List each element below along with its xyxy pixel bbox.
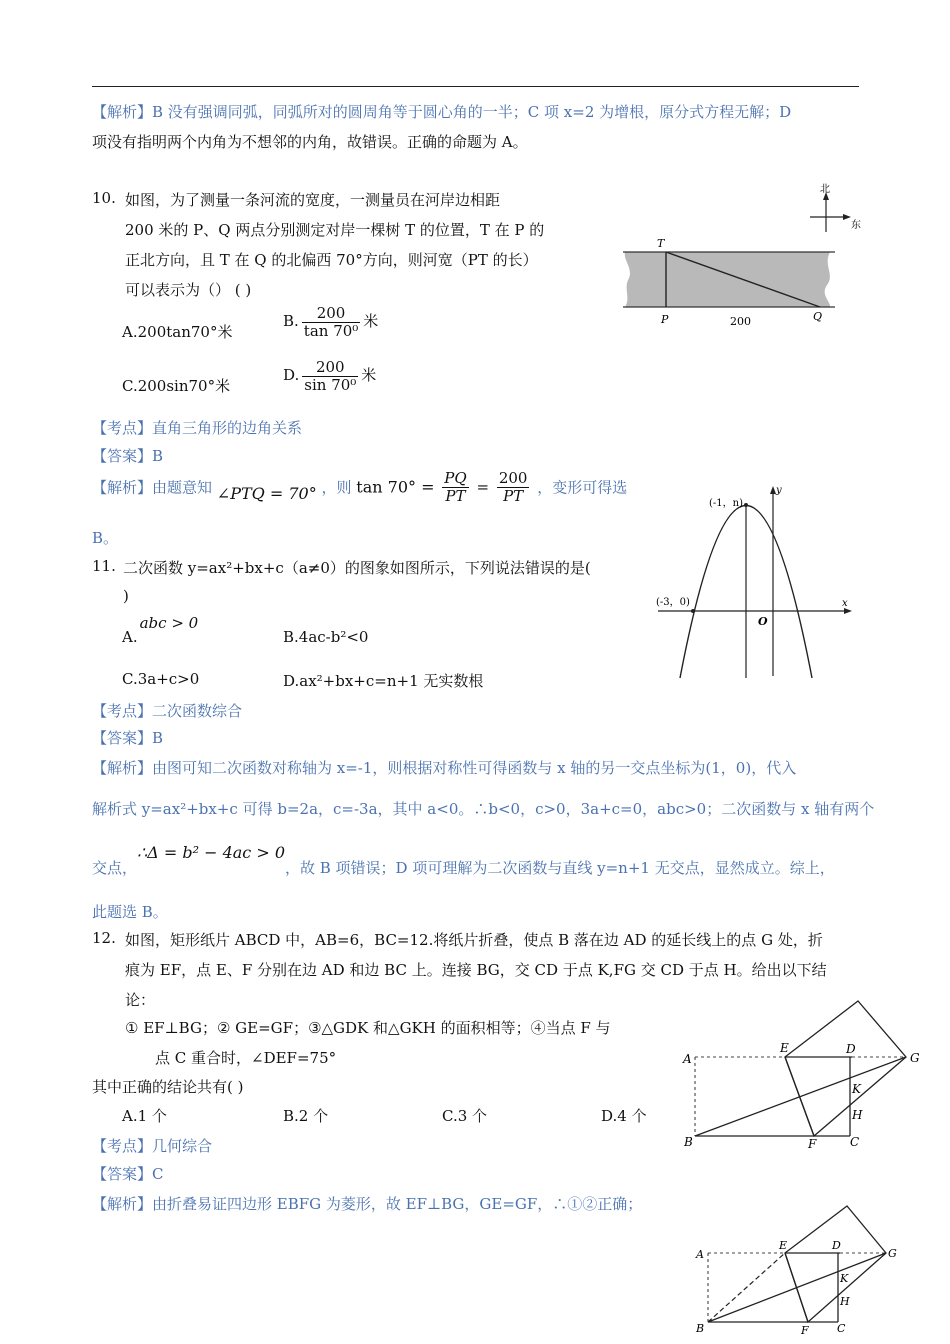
label-P: P: [661, 313, 669, 326]
q10-jiexi: 【解析】由题意知 ∠PTQ = 70° ，则 tan 70° = $\frac{PQ}{PT}$ = $\frac{200}{PT}$ ，变形可得选: [92, 469, 628, 505]
fig2-C: C: [837, 1322, 846, 1335]
fold-figure-2: [690, 1200, 910, 1344]
q11-jiexi-4: 此题选 B。: [92, 903, 168, 921]
q12-option-a: A.1 个: [122, 1107, 167, 1125]
q11-answer: 【答案】B: [92, 729, 164, 747]
fig2-B: B: [696, 1322, 705, 1335]
fig1-F: F: [808, 1137, 817, 1151]
header-rule: [92, 86, 859, 87]
river-area: [625, 252, 830, 307]
q11-jiexi-2: 解析式 y=ax²+bx+c 可得 b=2a，c=-3a，其中 a<0。∴b<0，c>0，3a+c=0，abc>0；二次函数与 x 轴有两个: [92, 800, 875, 818]
q12-jiexi: 【解析】由折叠易证四边形 EBFG 为菱形，故 EF⊥BG，GE=GF，∴①②正确；: [92, 1195, 643, 1213]
q10-option-b: B. $\frac{200}{\text{tan 70⁰}}$ 米: [283, 304, 379, 340]
q11-option-d: D.ax²+bx+c=n+1 无实数根: [283, 672, 484, 690]
fig2-F: F: [801, 1324, 809, 1337]
q12-item-2: 点 C 重合时，∠DEF=75°: [155, 1049, 337, 1067]
q11-jiexi-3: 交点，∴Δ = b² − 4ac > 0，故 B 项错误；D 项可理解为二次函数与直线 y=n+1 无交点，显然成立。综上，: [92, 843, 835, 877]
fig1-K: K: [852, 1082, 861, 1096]
fig2-E: E: [779, 1239, 788, 1252]
q11-option-a: A.abc > 0: [122, 614, 199, 646]
label-200: 200: [730, 315, 751, 328]
fig1-C: C: [850, 1135, 860, 1149]
fold-figure-1: [680, 995, 925, 1155]
q10-stem-1: 如图，为了测量一条河流的宽度，一测量员在河岸边相距: [125, 191, 501, 209]
intro-line-2: 项没有指明两个内角为不想邻的内角，故错误。正确的命题为 A。: [92, 133, 528, 151]
q10-option-a: A.200tan70°米: [122, 323, 233, 341]
fig1-A: A: [683, 1052, 692, 1066]
origin-label: O: [758, 615, 768, 628]
fig2-A: A: [696, 1248, 704, 1261]
q11-stem-2: ): [123, 587, 129, 605]
q11-number: 11.: [92, 557, 116, 575]
q10-option-d: D. $\frac{200}{\text{sin 70⁰}}$ 米: [283, 358, 377, 394]
q10-answer: 【答案】B: [92, 447, 164, 465]
fig1-D: D: [846, 1042, 856, 1056]
label-T: T: [657, 237, 665, 250]
fig1-H: H: [852, 1108, 863, 1122]
q12-kaodian: 【考点】几何综合: [92, 1137, 213, 1155]
q12-answer: 【答案】C: [92, 1165, 164, 1183]
q10-kaodian: 【考点】直角三角形的边角关系: [92, 419, 303, 437]
fig1-E: E: [780, 1041, 789, 1055]
q10-stem-3: 正北方向，且 T 在 Q 的北偏西 70°方向，则河宽（PT 的长）: [125, 251, 538, 269]
q12-option-c: C.3 个: [442, 1107, 488, 1125]
river-figure: [615, 180, 865, 330]
fig2-G: G: [888, 1247, 897, 1260]
fig2-D: D: [832, 1239, 841, 1252]
q12-stem-1: 如图，矩形纸片 ABCD 中，AB=6，BC=12.将纸片折叠，使点 B 落在边 AD 的延长线上的点 G 处，折: [125, 931, 823, 949]
parabola-figure: [650, 478, 860, 688]
north-label: 北: [820, 184, 830, 195]
east-label: 东: [851, 220, 861, 231]
q10-option-c: C.200sin70°米: [122, 377, 231, 395]
q12-stem-3: 论：: [125, 991, 156, 1009]
fig2-H: H: [840, 1295, 850, 1308]
q11-kaodian: 【考点】二次函数综合: [92, 702, 243, 720]
compass: [810, 183, 861, 232]
y-axis-label: y: [776, 485, 782, 496]
fig1-G: G: [910, 1051, 920, 1065]
q12-option-b: B.2 个: [283, 1107, 329, 1125]
q10-number: 10.: [92, 189, 116, 207]
q12-item-1: ① EF⊥BG；② GE=GF；③△GDK 和△GKH 的面积相等；④当点 F 与: [125, 1019, 611, 1037]
q10-stem-2: 200 米的 P、Q 两点分别测定对岸一棵树 T 的位置，T 在 P 的: [125, 221, 545, 239]
label-Q: Q: [813, 310, 823, 323]
fig1-B: B: [684, 1135, 693, 1149]
q12-question: 其中正确的结论共有( ): [92, 1078, 244, 1096]
vertex-label: (-1，n): [709, 498, 743, 509]
q11-option-b: B.4ac-b²<0: [283, 628, 369, 646]
q10-stem-4: 可以表示为（） ( ): [125, 281, 252, 299]
q12-stem-2: 痕为 EF，点 E、F 分别在边 AD 和边 BC 上。连接 BG，交 CD 于点 K,FG 交 CD 于点 H。给出以下结: [125, 961, 827, 979]
q12-number: 12.: [92, 929, 116, 947]
x-axis-label: x: [842, 598, 848, 609]
root-label: (-3，0): [656, 597, 690, 608]
intro-line-1: 【解析】B 没有强调同弧，同弧所对的圆周角等于圆心角的一半；C 项 x=2 为增根，原分式方程无解；D: [92, 103, 792, 121]
q10-jiexi-line-2: B。: [92, 529, 119, 547]
q12-option-d: D.4 个: [601, 1107, 647, 1125]
q11-jiexi-1: 【解析】由图可知二次函数对称轴为 x=-1，则根据对称性可得函数与 x 轴的另一交点坐标为(1，0)，代入: [92, 759, 797, 777]
q11-option-c: C.3a+c>0: [122, 670, 200, 688]
fig2-K: K: [840, 1272, 849, 1285]
q11-stem-1: 二次函数 y=ax²+bx+c（a≠0）的图象如图所示，下列说法错误的是(: [123, 559, 591, 577]
